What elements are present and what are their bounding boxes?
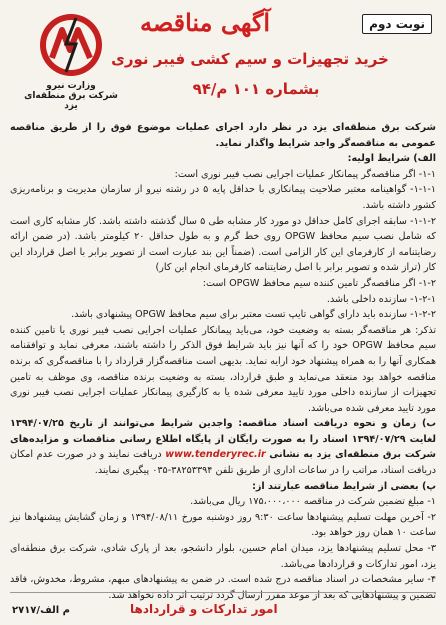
- tender-website-link[interactable]: www.tenderyrec.ir: [165, 449, 266, 461]
- section-c-heading: پ) بعضی از شرایط مناقصه عبارتند از:: [252, 480, 436, 492]
- notice-subject: خرید تجهیزات و سیم کشی فیبر نوری: [111, 50, 389, 68]
- section-a-heading: الف) شرایط اولیه:: [347, 153, 436, 165]
- round-badge: نوبت دوم: [362, 14, 432, 34]
- condition-3: ۳- محل تسلیم پیشنهادها یزد، میدان امام حسین، بلوار دانشجو، بعد از پارک شادی، شرکت برق منطقه‌ای یزد، امور تدارکات و قراردادها می‌باشد.: [10, 543, 436, 570]
- clause-1-1: ۱-۱- اگر مناقصه‌گر پیمانکار عملیات اجرایی نصب فیبر نوری است:: [174, 168, 436, 180]
- company-name: شرکت برق منطقه‌ای یزد: [24, 91, 118, 111]
- notice-footer: [10, 592, 436, 619]
- section-b-text: ب) زمان و نحوه دریافت اسناد مناقصه: واجدین شرایط می‌توانند از تاریخ ۱۳۹۴/۰۷/۲۵ لغایت ۱۳۹۴/۰۷/۲۹ اسناد را به صورت رایگان از پایگاه اطلاع رسانی مناقصات و مزایده‌های شرکت برق منطقه‌ای یزد به نشانی: [10, 418, 437, 461]
- notice-header: [10, 6, 436, 118]
- notice-title: آگهی مناقصه: [139, 8, 271, 37]
- section-b-paragraph: [10, 416, 436, 478]
- clause-1-1-1: ۱-۱-۱- گواهینامه معتبر صلاحیت پیمانکاری با حداقل پایه ۵ در رشته نیرو از سازمان مدیریت و برنامه‌ریزی کشور داشته باشد.: [10, 184, 437, 211]
- notice-number: بشماره ۱۰۱ م/۹۴: [192, 80, 320, 98]
- clause-1-2: ۱-۲- اگر مناقصه‌گر تامین کننده سیم محافظ OPGW است:: [202, 277, 436, 289]
- company-logo-block: [16, 10, 126, 114]
- issuing-department: امور تدارکات و قراردادها: [130, 602, 278, 616]
- condition-1: ۱- مبلغ تضمین شرکت در مناقصه ۱۷۵،۰۰۰،۰۰۰ ریال می‌باشد.: [190, 496, 436, 508]
- notice-code: م الف/۲۷۱۷: [12, 605, 70, 616]
- clause-1-1-2: ۱-۱-۲- سابقه اجرای کامل حداقل دو مورد کار مشابه طی ۵ سال گذشته داشته باشد. کار مشابه کاری است که شامل نصب سیم محافظ OPGW روی خط گرم و به طول حداقل ۲۰ کیلومتر باشد. (در ضمن ارائه رضایتنامه از کارفرمای این کار الزامی است. (ضمناً این بند عبارت است از تصویر برابر با اصل قرارداد این کار (تراز شده و تصویر برابر با اصل رضایتنامه کارفرمای انجام این کار): [10, 215, 436, 274]
- clause-1-2-2: ۱-۲-۲- سازنده باید دارای گواهی تایپ تست معتبر برای سیم محافظ OPGW پیشنهادی باشد.: [71, 309, 436, 321]
- ministry-name: وزارت نیرو: [46, 81, 96, 91]
- notice-body: [10, 120, 436, 603]
- section-b-continuation: دریافت نمایند و در صورت عدم امکان دریافت اسناد، مراتب را در ساعات اداری از طریق تلفن ۳۸۲۵۳۳۹۴-۰۳۵ پیگیری نمایند.: [10, 449, 436, 477]
- condition-2: ۲- آخرین مهلت تسلیم پیشنهادها ساعت ۹:۳۰ روز دوشنبه مورخ ۱۳۹۴/۰۸/۱۱ و زمان گشایش پیشنهادها نیز ساعت ۱۰ همان روز خواهد بود.: [10, 511, 436, 539]
- intro-paragraph: شرکت برق منطقه‌ای یزد در نظر دارد اجرای عملیات موضوع فوق را از طریق مناقصه عمومی به مناقصه‌گر واجد شرایط واگذار نماید.: [10, 122, 436, 149]
- clause-1-2-1: ۱-۲-۱- سازنده داخلی باشد.: [326, 293, 436, 305]
- power-company-logo-icon: [36, 10, 106, 80]
- note-paragraph: تذکر: هر مناقصه‌گر بسته به وضعیت خود، می‌باید پیمانکار عملیات اجرایی نصب فیبر نوری یا تامین کننده سیم محافظ OPGW خود را که آنها نیز باید شرایط فوق الذکر را داشته باشند، معرفی نماید و توافقنامه همکاری آنها را به همراه پیشنهاد خود ارایه نماید. بدیهی است مناقصه‌گزار قرارداد را با مناقصه‌گری که برنده مناقصه خواهد بود منعقد می‌نماید و طبق قرارداد، بسته به وضعیت برنده مناقصه، وی موظف به تامین تجهیزات از سازنده داخلی مورد تایید معرفی شده یا به کارگیری پیمانکار عملیات اجرایی نصب فیبر نوری مورد تایید معرفی شده می‌باشد.: [10, 324, 436, 414]
- condition-4: ۴- سایر مشخصات در اسناد مناقصه درج شده است. در ضمن به پیشنهادهای مبهم، مشروط، مخدوش، فاقد تضمین و پیشنهادهایی که بعد از موعد مقرر ارسال گردد ترتیب اثر داده نخواهد شد.: [10, 574, 436, 601]
